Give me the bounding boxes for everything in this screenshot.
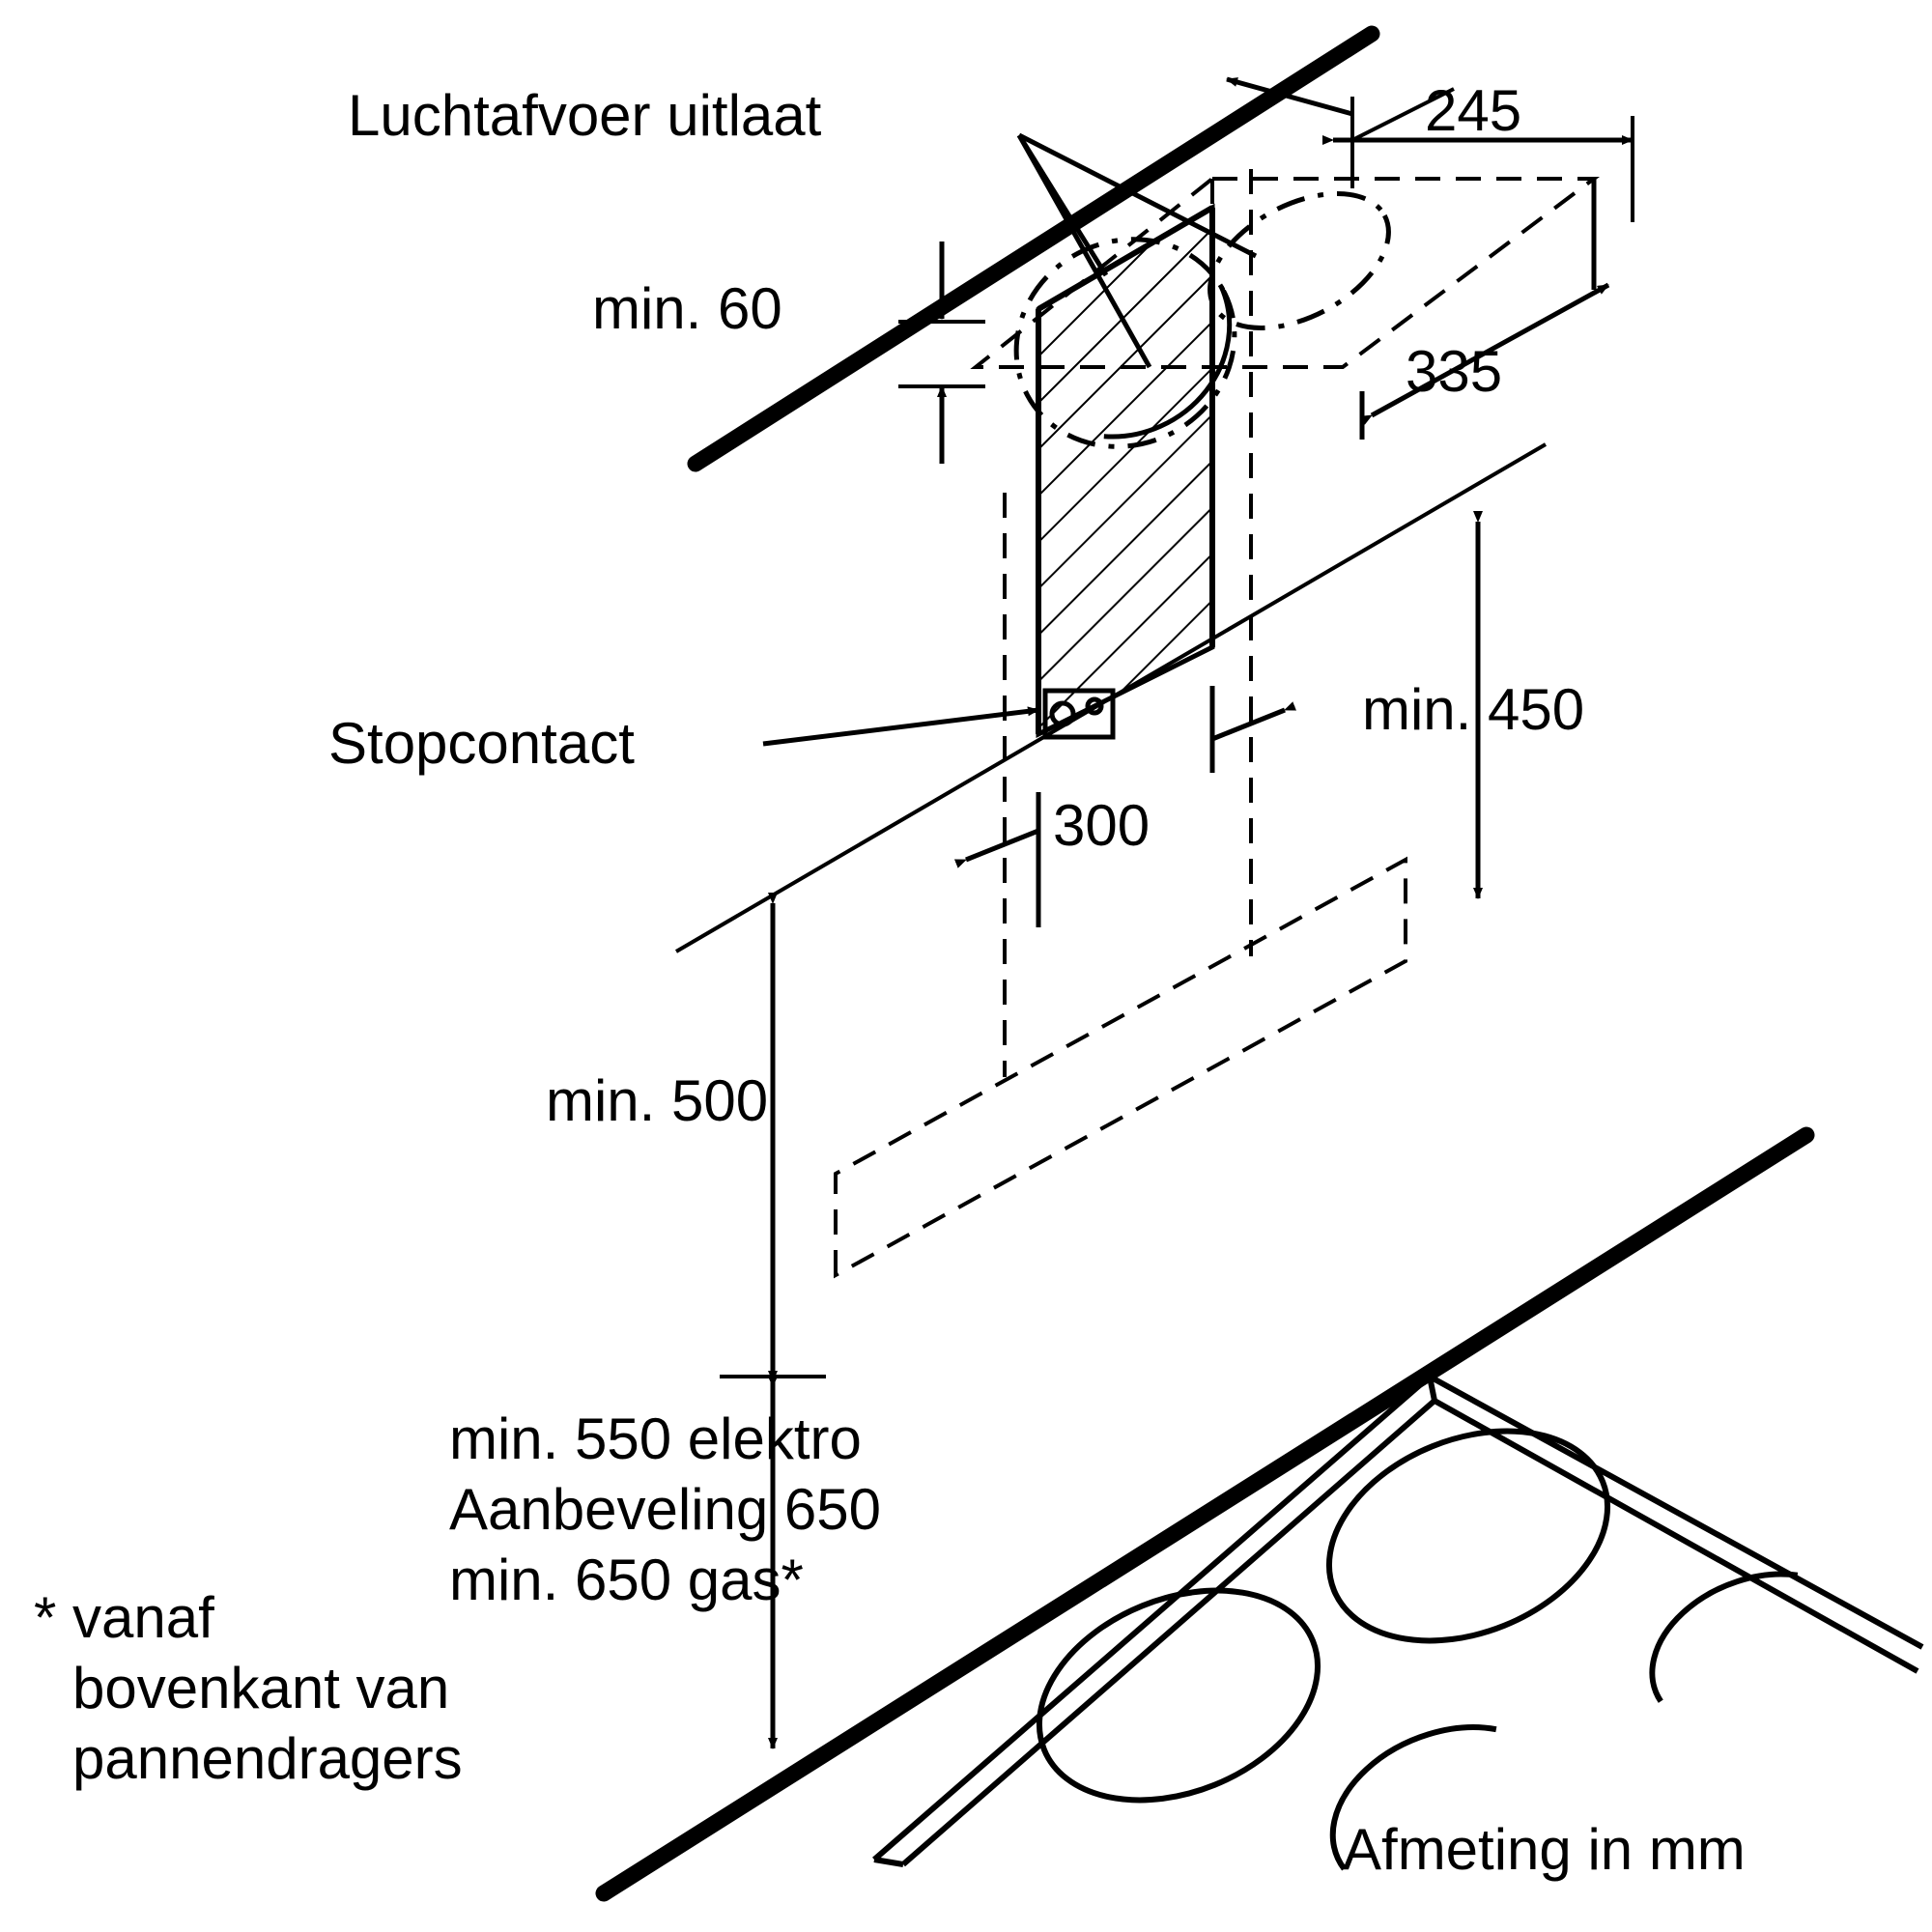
dimension-min-500 — [720, 903, 826, 1391]
footnote-line-3: pannendragers — [72, 1726, 463, 1791]
label-dim-335: 335 — [1406, 339, 1503, 404]
label-min-450: min. 450 — [1362, 677, 1585, 742]
label-units-note: Afmeting in mm — [1343, 1817, 1746, 1882]
label-recommendation-650: Aanbeveling 650 — [449, 1477, 882, 1542]
cooktop-burners — [1008, 1392, 1822, 1869]
hood-duct-body — [1038, 208, 1212, 734]
label-min-60: min. 60 — [592, 276, 782, 341]
label-dim-300: 300 — [1053, 793, 1151, 858]
leader-socket — [763, 710, 1038, 744]
footnote-line-2: bovenkant van — [72, 1656, 450, 1720]
hood-plan-outline — [836, 860, 1406, 1275]
footnote-line-1: * vanaf — [34, 1585, 214, 1650]
label-air-outlet: Luchtafvoer uitlaat — [348, 83, 822, 148]
label-min-550-elektro: min. 550 elektro — [449, 1406, 862, 1471]
label-min-650-gas: min. 650 gas* — [449, 1548, 804, 1612]
label-min-500: min. 500 — [546, 1068, 769, 1133]
label-socket: Stopcontact — [328, 711, 635, 776]
dimension-min-60 — [898, 242, 985, 464]
label-dim-245: 245 — [1425, 78, 1522, 143]
